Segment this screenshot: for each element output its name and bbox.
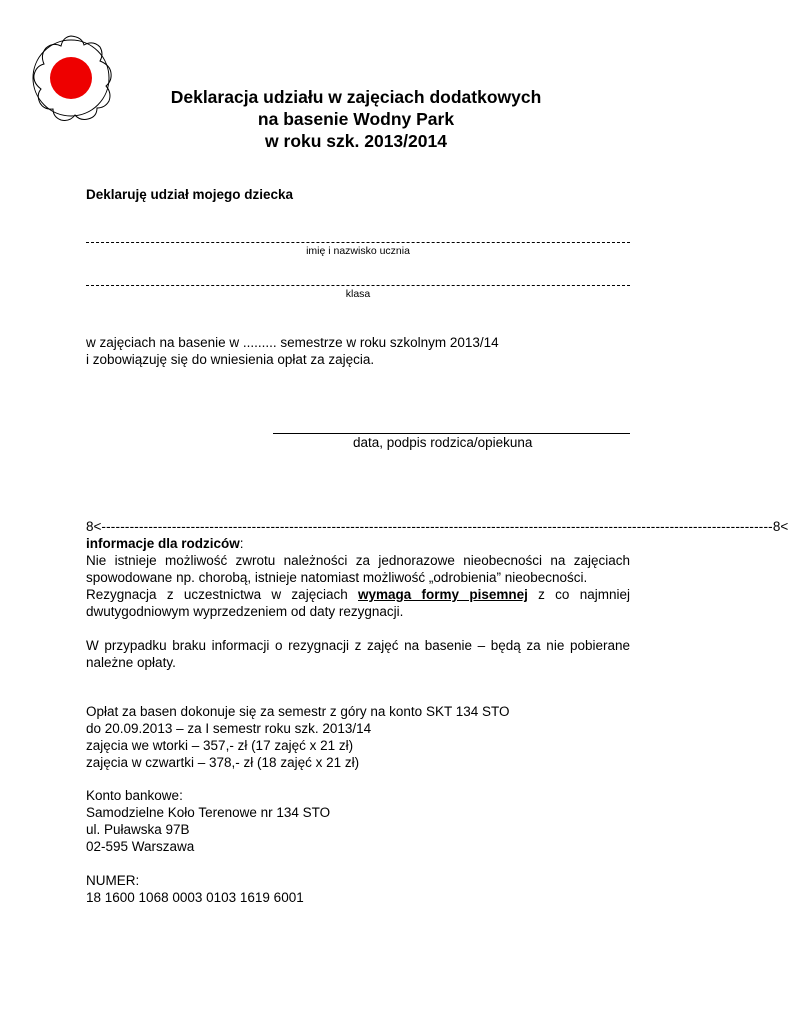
info-paragraph-3: W przypadku braku informacji o rezygnacji z zajęć na basenie – będą za nie pobierane należne opłaty.: [86, 638, 630, 670]
declaration-sentence-line-1: w zajęciach na basenie w ......... semestrze w roku szkolnym 2013/14: [86, 335, 499, 350]
info-heading-colon: :: [239, 536, 244, 551]
title-line-3: w roku szk. 2013/2014: [265, 131, 447, 151]
student-name-caption: imię i nazwisko ucznia: [306, 245, 410, 257]
account-number-label: NUMER:: [86, 873, 140, 888]
scissors-left: 8<: [86, 519, 102, 534]
class-caption: klasa: [345, 288, 371, 300]
scissors-right: 8<: [772, 519, 788, 534]
info-paragraph-2: [86, 586, 630, 620]
student-name-line[interactable]: [86, 242, 630, 243]
bank-city: 02-595 Warszawa: [86, 839, 195, 854]
info-paragraph-2-end: z co najmniej dwutygodniowym wyprzedzeniem od daty rezygnacji.: [86, 587, 630, 619]
payment-line-2: do 20.09.2013 – za I semestr roku szk. 2013/14: [86, 721, 372, 736]
signature-caption: data, podpis rodzica/opiekuna: [353, 435, 533, 450]
info-heading: informacje dla rodziców: [86, 536, 240, 551]
class-line[interactable]: [86, 285, 630, 286]
info-emphasis: wymaga formy pisemnej: [358, 587, 528, 602]
payment-line-4: zajęcia w czwartki – 378,- zł (18 zajęć x 21 zł): [86, 755, 360, 770]
declaration-heading: Deklaruję udział mojego dziecka: [86, 187, 294, 202]
cut-line: [86, 519, 788, 534]
title-line-1: Deklaracja udziału w zajęciach dodatkowych: [170, 87, 542, 107]
account-number: 18 1600 1068 0003 0103 1619 6001: [86, 890, 304, 905]
payment-section: [86, 703, 630, 771]
title-line-2: na basenie Wodny Park: [257, 109, 455, 129]
signature-line[interactable]: [273, 433, 630, 434]
page-title: [86, 86, 626, 152]
payment-line-3: zajęcia we wtorki – 357,- zł (17 zajęć x 21 zł): [86, 738, 354, 753]
payment-line-1: Opłat za basen dokonuje się za semestr z góry na konto SKT 134 STO: [86, 704, 510, 719]
info-heading-row: [86, 535, 630, 552]
bank-name: Samodzielne Koło Terenowe nr 134 STO: [86, 805, 331, 820]
info-section: [86, 535, 630, 671]
declaration-sentence-line-2: i zobowiązuję się do wniesienia opłat za zajęcia.: [86, 352, 375, 367]
bank-label: Konto bankowe:: [86, 788, 183, 803]
declaration-sentence: [86, 334, 630, 368]
bank-street: ul. Puławska 97B: [86, 822, 190, 837]
info-paragraph-2-start: Rezygnacja z uczestnictwa w zajęciach: [86, 587, 358, 602]
bank-section: [86, 787, 630, 906]
cut-dashes: -----------------------------------------------------------------------------------------------------------------------------------------------: [101, 519, 773, 534]
info-paragraph-1: Nie istnieje możliwość zwrotu należności za jednorazowe nieobecności na zajęciach spowodowane np. chorobą, istnieje natomiast możliwość „odrobienia” nieobecności.: [86, 553, 630, 585]
